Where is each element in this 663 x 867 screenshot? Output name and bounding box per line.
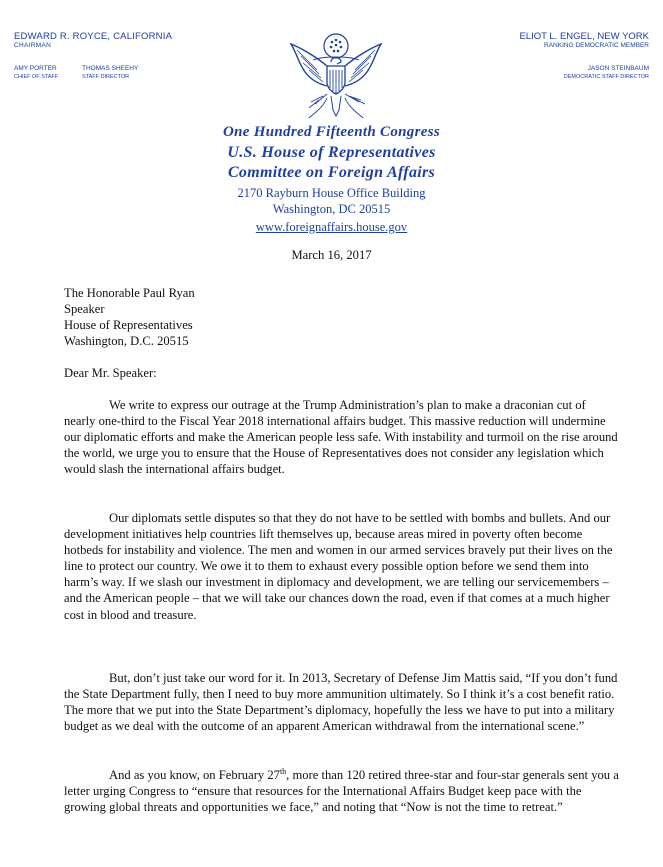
democratic-staff-director-name: JASON STEINBAUM	[587, 65, 649, 72]
recipient-address	[64, 285, 620, 349]
recipient-line: Speaker	[64, 302, 105, 317]
ranking-member-name: ELIOT L. ENGEL, NEW YORK	[519, 31, 649, 42]
ordinal-suffix: th	[279, 766, 287, 776]
ranking-member-title: RANKING DEMOCRATIC MEMBER	[544, 42, 649, 49]
salutation: Dear Mr. Speaker:	[64, 366, 157, 380]
chief-of-staff-title: CHIEF OF STAFF	[14, 74, 59, 80]
house-title: U.S. House of Representatives	[227, 144, 436, 161]
recipient-line: Washington, D.C. 20515	[64, 334, 189, 349]
staff-director-name: THOMAS SHEEHY	[82, 65, 139, 72]
chairman-name: EDWARD R. ROYCE, CALIFORNIA	[14, 31, 173, 42]
paragraph-1: We write to express our outrage at the Trump Administration’s plan to make a draconian cut of nearly one-third to the Fiscal Year 2018 international affairs budget. This massive reduction will undermine our diplomatic efforts and make the American people less safe. With instability and turmoil on the rise around the world, we urge you to ensure that the House of Representatives does not consider any legislation which would slash the international affairs budget.	[64, 398, 618, 477]
paragraph-4-rest: , more than 120 retired three-star and four-star generals sent you a letter urging Congress to “ensure that resources for the International Affairs Budget keep pace with the growing global threats and opportunities we face,” and noting that “Now is not the time to retreat.”	[64, 768, 619, 815]
address-line-1: 2170 Rayburn House Office Building	[237, 186, 426, 200]
committee-title: Committee on Foreign Affairs	[227, 164, 436, 181]
address-line-2: Washington, DC 20515	[272, 202, 391, 216]
paragraph-3: But, don’t just take our word for it. In 2013, Secretary of Defense Jim Mattis said, “If you don’t fund the State Department fully, then I need to buy more ammunition ultimately. So I think it’s a cost benefit ratio. The more that we put into the State Department’s diplomacy, hopefully the less we have to put into a military budget as we deal with the outcome of an apparent American withdrawal from the international scene.”	[64, 671, 618, 734]
recipient-line: House of Representatives	[64, 318, 193, 333]
chief-of-staff-name: AMY PORTER	[14, 65, 57, 72]
chairman-title: CHAIRMAN	[14, 42, 52, 49]
paragraph-4-start: And as you know, on February 27	[109, 768, 280, 782]
staff-director-title: STAFF DIRECTOR	[82, 74, 130, 80]
eagle-seal-icon	[287, 30, 385, 122]
committee-website-link[interactable]: www.foreignaffairs.house.gov	[255, 220, 408, 234]
paragraph-4	[64, 767, 620, 815]
letter-date: March 16, 2017	[291, 248, 372, 262]
congress-title: One Hundred Fifteenth Congress	[223, 124, 440, 140]
democratic-staff-director-title: DEMOCRATIC STAFF DIRECTOR	[563, 74, 649, 80]
paragraph-2: Our diplomats settle disputes so that they do not have to be settled with bombs and bullets. And our development initiatives help countries lift themselves up, because areas mired in poverty often become hotbeds for instability and violence. The men and women in our armed services bravely put their lives on the line to protect our country. We owe it to them to exhaust every possible option before we send them into harm’s way. If we slash our investment in diplomacy and development, we are telling our servicemembers – and the American people – that we will take our chances down the road, even if that comes at a much higher cost in blood and treasure.	[64, 511, 613, 622]
recipient-line: The Honorable Paul Ryan	[64, 286, 195, 300]
